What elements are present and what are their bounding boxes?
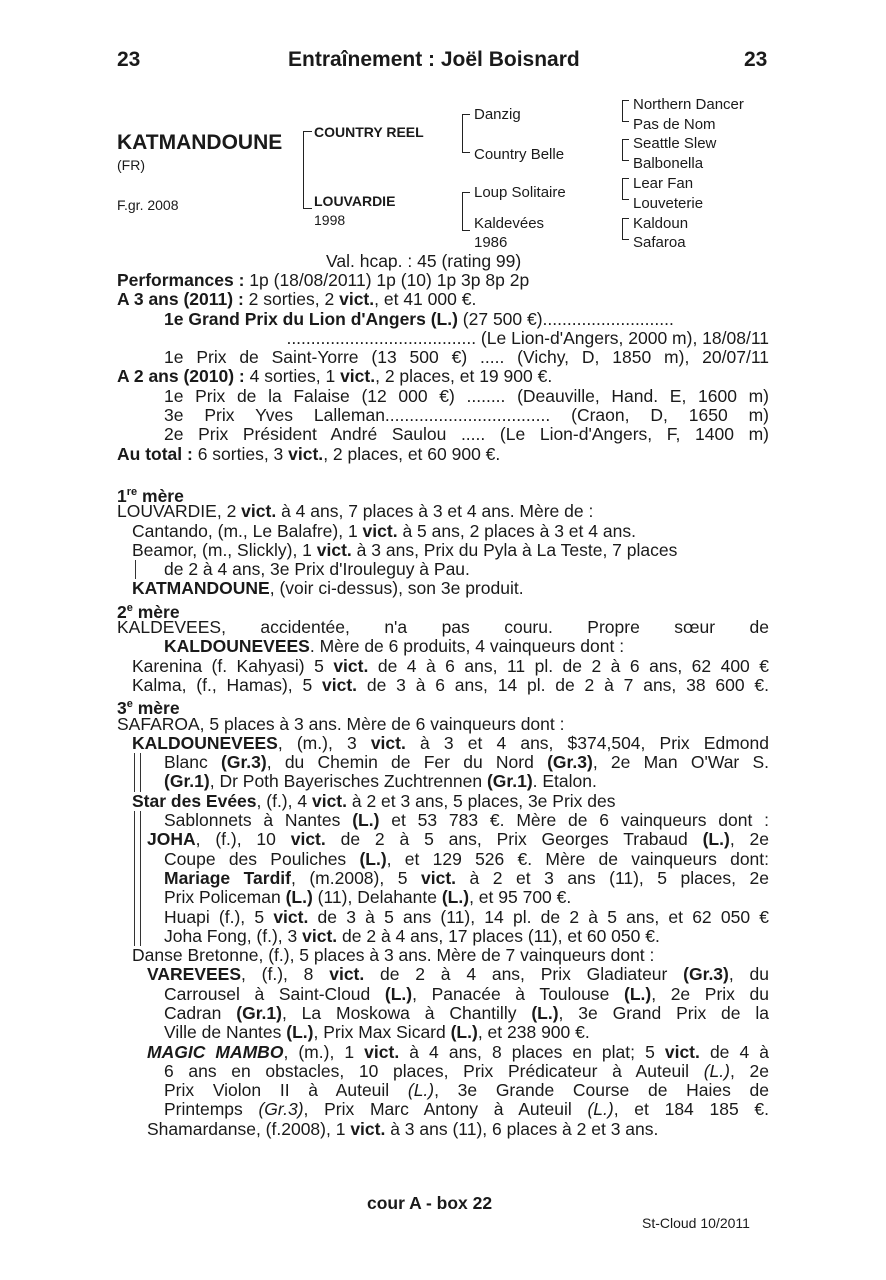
gg-3: Seattle Slew xyxy=(633,135,717,152)
produce-line: (Gr.1), Dr Poth Bayerisches Zuchtrennen (Gr.1). Etalon. xyxy=(164,771,597,792)
dam-line: KALDOUNEVEES. Mère de 6 produits, 4 vainqueurs dont : xyxy=(164,636,625,657)
total-line: Au total : 6 sorties, 3 vict., 2 places, et 60 900 €. xyxy=(117,443,501,464)
produce-line: Printemps (Gr.3), Prix Marc Antony à Auteuil (L.), et 184 185 €. xyxy=(164,1099,769,1120)
bracket-parents xyxy=(303,131,312,209)
race-line: ....................................... (Le Lion-d'Angers, 2000 m), 18/08/11 xyxy=(286,327,769,348)
first-dam-heading: 1re mère xyxy=(117,485,184,506)
gg-5: Lear Fan xyxy=(633,175,694,192)
race-line: 1e Grand Prix du Lion d'Angers (L.) (27 500 €)........................... xyxy=(164,308,674,329)
grandsire-2: Loup Solitaire xyxy=(474,184,566,201)
dam-line: LOUVARDIE, 2 vict. à 4 ans, 7 places à 3 et 4 ans. Mère de : xyxy=(117,501,594,522)
gg-8: Safaroa xyxy=(633,234,686,251)
produce-line: Sablonnets à Nantes (L.) et 53 783 €. Mère de 6 vainqueurs dont : xyxy=(164,810,769,831)
produce-line: Danse Bretonne, (f.), 5 places à 3 ans. Mère de 7 vainqueurs dont : xyxy=(132,945,655,966)
page-number-right: 23 xyxy=(744,48,768,71)
page-number-left: 23 xyxy=(117,48,141,71)
bracket-sire xyxy=(462,114,470,153)
bracket-dam xyxy=(462,192,470,231)
bracket-gg-2 xyxy=(622,139,629,161)
gg-2: Pas de Nom xyxy=(633,116,716,133)
page-title: Entraînement : Joël Boisnard xyxy=(288,48,580,71)
dam-line: KALDEVEES, accidentée, n'a pas couru. Propre sœur de xyxy=(117,617,769,638)
produce-line: Kalma, (f., Hamas), 5 vict. de 3 à 6 ans, 14 pl. de 2 à 7 ans, 38 600 €. xyxy=(132,674,769,695)
produce-line: Shamardanse, (f.2008), 1 vict. à 3 ans (11), 6 places à 2 et 3 ans. xyxy=(147,1118,659,1139)
produce-line: Star des Evées, (f.), 4 vict. à 2 et 3 ans, 5 places, 3e Prix des xyxy=(132,790,616,811)
granddam-1: Country Belle xyxy=(474,146,565,163)
horse-description: F.gr. 2008 xyxy=(117,197,179,213)
produce-line: VAREVEES, (f.), 8 vict. de 2 à 4 ans, Prix Gladiateur (Gr.3), du xyxy=(147,964,769,985)
race-line: 2e Prix Président André Saulou ..... (Le Lion-d'Angers, F, 1400 m) xyxy=(164,424,769,445)
produce-line: de 2 à 4 ans, 3e Prix d'Irouleguy à Pau. xyxy=(117,560,769,579)
dam-year: 1998 xyxy=(314,212,346,228)
race-line: 1e Prix de Saint-Yorre (13 500 €) ..... (Vichy, D, 1850 m), 20/07/11 xyxy=(164,347,769,368)
produce-line: 6 ans en obstacles, 10 places, Prix Prédicateur à Auteuil (L.), 2e xyxy=(164,1060,769,1081)
performances-line: Performances : 1p (18/08/2011) 1p (10) 1p 3p 8p 2p xyxy=(117,270,530,290)
horse-name: KATMANDOUNE xyxy=(117,131,283,154)
produce-line: KATMANDOUNE, (voir ci-dessus), son 3e produit. xyxy=(132,578,524,599)
race-line: 1e Prix de la Falaise (12 000 €) ........ (Deauville, Hand. E, 1600 m) xyxy=(164,385,769,406)
gg-6: Louveterie xyxy=(633,195,704,212)
season-2011: A 3 ans (2011) : 2 sorties, 2 vict., et 41 000 €. xyxy=(117,289,477,310)
gg-7: Kaldoun xyxy=(633,215,689,232)
produce-line: Beamor, (m., Slickly), 1 vict. à 3 ans, Prix du Pyla à La Teste, 7 places xyxy=(132,539,678,560)
third-dam-heading: 3e mère xyxy=(117,698,180,719)
gg-1: Northern Dancer xyxy=(633,96,744,113)
second-dam-heading: 2e mère xyxy=(117,601,180,622)
dam-name: LOUVARDIE xyxy=(314,193,396,209)
granddam-2-year: 1986 xyxy=(474,234,508,251)
bracket-gg-3 xyxy=(622,178,629,200)
box-location: cour A - box 22 xyxy=(367,1193,493,1213)
produce-line: Carrousel à Saint-Cloud (L.), Panacée à Toulouse (L.), 2e Prix du xyxy=(164,983,769,1004)
kaldouneveees-block xyxy=(117,734,769,792)
handicap-value: Val. hcap. : 45 (rating 99) xyxy=(326,251,522,271)
produce-line: JOHA, (f.), 10 vict. de 2 à 5 ans, Prix Georges Trabaud (L.), 2e xyxy=(147,829,769,850)
granddam-2: Kaldevées xyxy=(474,215,545,232)
produce-line: Mariage Tardif, (m.2008), 5 vict. à 2 et 3 ans (11), 5 places, 2e xyxy=(164,867,769,888)
gg-4: Balbonella xyxy=(633,155,704,172)
produce-line: MAGIC MAMBO, (m.), 1 vict. à 4 ans, 8 places en plat; 5 vict. de 4 à xyxy=(147,1041,769,1062)
produce-line: Cantando, (m., Le Balafre), 1 vict. à 5 ans, 2 places à 3 et 4 ans. xyxy=(132,520,636,541)
performance-body xyxy=(117,271,769,1139)
produce-line: Joha Fong, (f.), 3 vict. de 2 à 4 ans, 17 places (11), et 60 050 €. xyxy=(164,925,660,946)
produce-line: KALDOUNEVEES, (m.), 3 vict. à 3 et 4 ans, $374,504, Prix Edmond xyxy=(132,732,769,753)
dam-line: SAFAROA, 5 places à 3 ans. Mère de 6 vainqueurs dont : xyxy=(117,713,565,734)
produce-line: Karenina (f. Kahyasi) 5 vict. de 4 à 6 ans, 11 pl. de 2 à 6 ans, 62 400 € xyxy=(132,655,769,676)
sire-name: COUNTRY REEL xyxy=(314,124,424,140)
produce-line: Cadran (Gr.1), La Moskowa à Chantilly (L.), 3e Grand Prix de la xyxy=(164,1002,769,1023)
bracket-gg-1 xyxy=(622,100,629,122)
sale-reference: St-Cloud 10/2011 xyxy=(642,1215,750,1231)
produce-line: Ville de Nantes (L.), Prix Max Sicard (L.), et 238 900 €. xyxy=(164,1022,590,1043)
produce-line: Prix Violon II à Auteuil (L.), 3e Grande Course de Haies de xyxy=(164,1080,769,1101)
produce-line: Huapi (f.), 5 vict. de 3 à 5 ans (11), 14 pl. de 2 à 5 ans, et 62 050 € xyxy=(164,906,769,927)
race-line: 3e Prix Yves Lalleman.................................. (Craon, D, 1650 m) xyxy=(164,405,769,426)
grandsire-1: Danzig xyxy=(474,106,521,123)
produce-line: Coupe des Pouliches (L.), et 129 526 €. Mère de vainqueurs dont: xyxy=(164,848,770,869)
produce-line: Prix Policeman (L.) (11), Delahante (L.), et 95 700 €. xyxy=(164,887,572,908)
produce-line: Blanc (Gr.3), du Chemin de Fer du Nord (Gr.3), 2e Man O'War S. xyxy=(164,752,770,773)
bracket-gg-4 xyxy=(622,218,629,240)
season-2010: A 2 ans (2010) : 4 sorties, 1 vict., 2 places, et 19 900 €. xyxy=(117,366,553,387)
star-des-evees-block xyxy=(117,792,769,946)
horse-origin: (FR) xyxy=(117,157,145,173)
